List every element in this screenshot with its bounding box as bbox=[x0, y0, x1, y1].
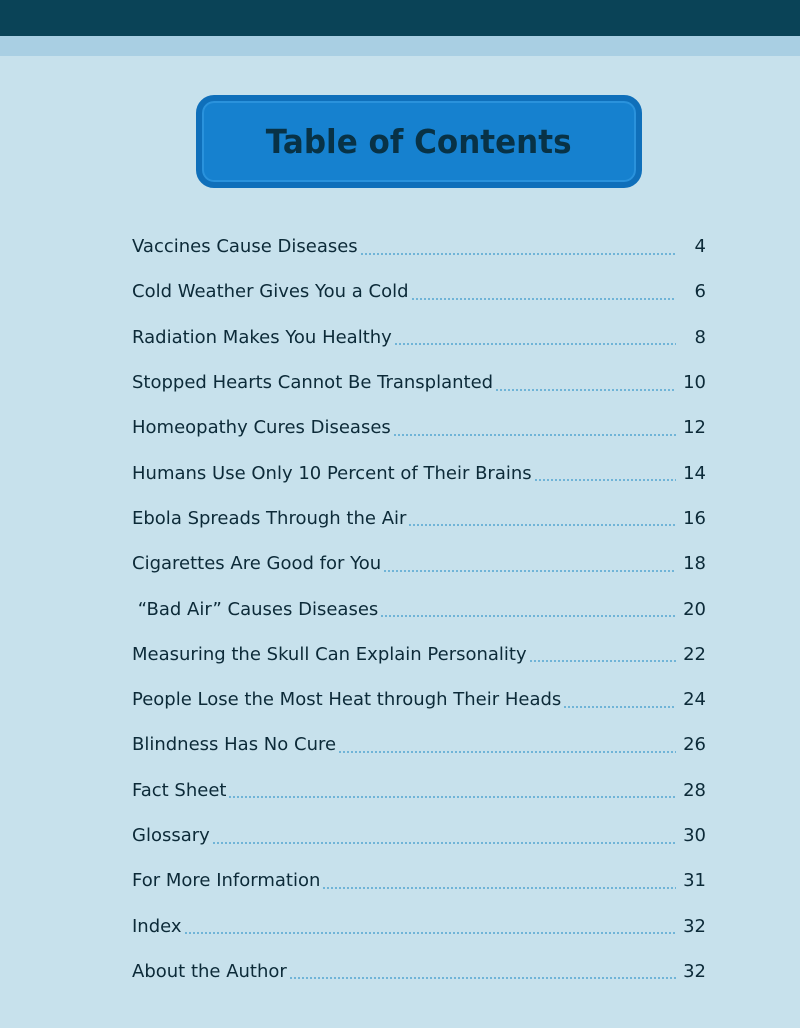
toc-entry-label: Glossary bbox=[132, 825, 210, 846]
toc-entry-label: About the Author bbox=[132, 960, 287, 982]
dot-leader bbox=[393, 434, 676, 436]
dot-leader bbox=[322, 887, 676, 889]
dot-leader bbox=[338, 751, 676, 753]
page-title: Table of Contents bbox=[266, 122, 572, 161]
dot-leader bbox=[184, 932, 676, 934]
toc-entry-page: 18 bbox=[683, 553, 706, 575]
toc-entry-label: Cold Weather Gives You a Cold bbox=[132, 281, 409, 303]
toc-entry[interactable] bbox=[132, 677, 706, 722]
toc-entry[interactable] bbox=[132, 903, 706, 948]
dot-leader bbox=[534, 479, 676, 481]
toc-entry[interactable] bbox=[132, 224, 706, 269]
toc-entry-label: Fact Sheet bbox=[132, 779, 227, 801]
toc-entry-label: Blindness Has No Cure bbox=[132, 734, 337, 756]
toc-entry[interactable] bbox=[132, 722, 706, 767]
toc-entry[interactable] bbox=[132, 813, 706, 858]
toc-entry-label: “Bad Air” Causes Diseases bbox=[132, 598, 379, 620]
toc-entry-page: 32 bbox=[683, 915, 706, 937]
toc-entry-page: 20 bbox=[683, 598, 706, 620]
toc-entry-page: 8 bbox=[694, 326, 706, 348]
table-of-contents bbox=[132, 224, 706, 994]
toc-entry-page: 24 bbox=[683, 689, 706, 711]
toc-entry-label: Ebola Spreads Through the Air bbox=[132, 507, 407, 529]
toc-entry[interactable] bbox=[132, 768, 706, 813]
toc-entry-page: 10 bbox=[683, 372, 706, 394]
dot-leader bbox=[383, 570, 676, 572]
toc-entry-label: Measuring the Skull Can Explain Personality bbox=[132, 643, 527, 665]
toc-entry[interactable] bbox=[132, 541, 706, 586]
toc-entry-label: Homeopathy Cures Diseases bbox=[132, 417, 391, 439]
toc-entry-label: Humans Use Only 10 Percent of Their Brains bbox=[132, 462, 532, 484]
toc-entry-label: For More Information bbox=[132, 870, 321, 892]
toc-entry[interactable] bbox=[132, 269, 706, 314]
toc-entry-page: 30 bbox=[683, 825, 706, 846]
dot-leader bbox=[563, 706, 676, 708]
dot-leader bbox=[394, 343, 676, 345]
toc-entry-page: 16 bbox=[683, 507, 706, 529]
toc-entry-page: 28 bbox=[683, 779, 706, 801]
toc-entry[interactable] bbox=[132, 949, 706, 994]
toc-entry[interactable] bbox=[132, 496, 706, 541]
dot-leader bbox=[495, 389, 676, 391]
toc-entry[interactable] bbox=[132, 632, 706, 677]
dot-leader bbox=[408, 524, 676, 526]
toc-entry-page: 31 bbox=[683, 870, 706, 892]
toc-entry-page: 6 bbox=[694, 281, 706, 303]
toc-entry-page: 12 bbox=[683, 417, 706, 439]
toc-entry[interactable] bbox=[132, 450, 706, 495]
title-banner bbox=[196, 95, 642, 188]
toc-entry-label: People Lose the Most Heat through Their Heads bbox=[132, 689, 562, 711]
toc-entry-label: Stopped Hearts Cannot Be Transplanted bbox=[132, 372, 494, 394]
toc-entry-page: 22 bbox=[683, 643, 706, 665]
dot-leader bbox=[411, 298, 676, 300]
dot-leader bbox=[380, 615, 676, 617]
dot-leader bbox=[289, 977, 676, 979]
toc-entry[interactable] bbox=[132, 586, 706, 631]
dot-leader bbox=[529, 660, 676, 662]
toc-entry[interactable] bbox=[132, 315, 706, 360]
toc-entry-page: 14 bbox=[683, 462, 706, 484]
toc-entry-page: 4 bbox=[694, 236, 706, 258]
toc-entry-page: 26 bbox=[683, 734, 706, 756]
toc-entry-label: Index bbox=[132, 915, 182, 937]
toc-entry-label: Radiation Makes You Healthy bbox=[132, 326, 392, 348]
dot-leader bbox=[228, 796, 676, 798]
toc-entry-label: Cigarettes Are Good for You bbox=[132, 553, 382, 575]
top-banner-bar bbox=[0, 0, 800, 36]
toc-entry-label: Vaccines Cause Diseases bbox=[132, 236, 358, 258]
top-accent-stripe bbox=[0, 36, 800, 56]
toc-entry[interactable] bbox=[132, 858, 706, 903]
toc-entry[interactable] bbox=[132, 405, 706, 450]
toc-entry-page: 32 bbox=[683, 960, 706, 982]
dot-leader bbox=[360, 253, 676, 255]
toc-entry[interactable] bbox=[132, 360, 706, 405]
dot-leader bbox=[212, 842, 676, 844]
